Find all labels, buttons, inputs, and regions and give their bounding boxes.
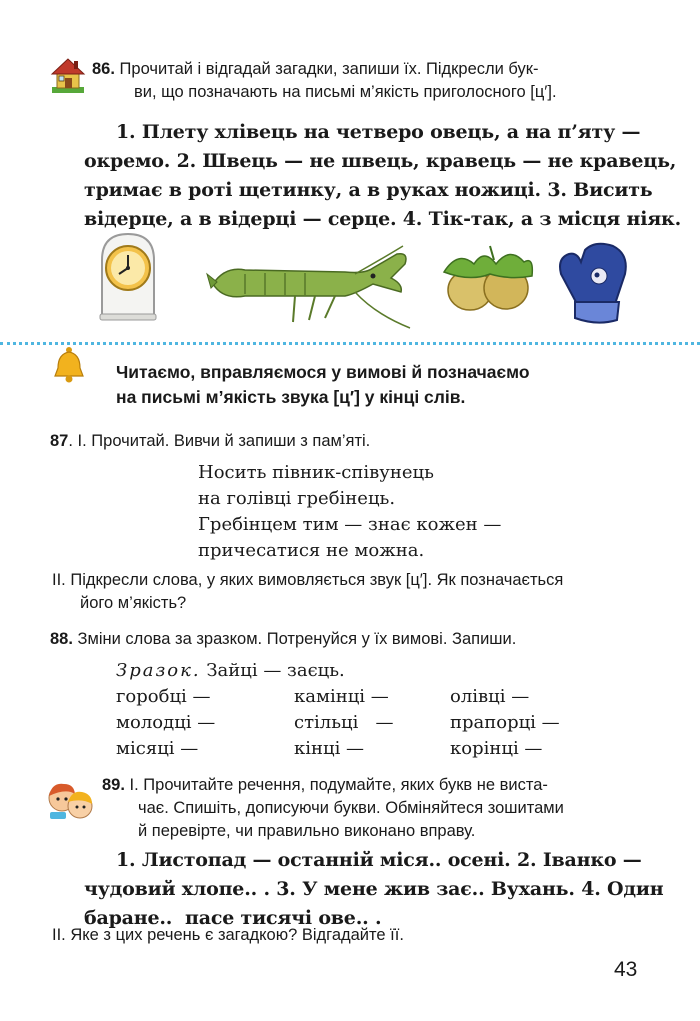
exercise-87-task — [50, 430, 650, 453]
example-line — [116, 658, 676, 684]
sentence-line: баране.. пасе тисячі ове.. . — [84, 907, 382, 929]
rule-line2: на письмі м’якість звука [ц′] у кінці слів. — [116, 387, 466, 407]
word-cell: олівці — — [450, 686, 530, 707]
word-cell: кінці — — [294, 738, 365, 759]
poem-line: Гребінцем тим — знає кожен — — [198, 514, 502, 535]
rule-statement — [116, 360, 676, 410]
exercise-89-task-line2: чає. Спишіть, дописуючи букви. Обміняйтеся зошитами — [138, 799, 564, 817]
poem-line: на голівці гребінець. — [198, 488, 396, 509]
word-cell: молодці — — [116, 712, 216, 733]
example-text: Зайці — заєць. — [206, 660, 345, 681]
word-cell: горобці — — [116, 686, 211, 707]
word-row — [116, 736, 676, 762]
mitten-icon — [555, 240, 637, 326]
exercise-87-task2-line2: його м’якість? — [80, 594, 187, 612]
exercise-88-task — [50, 628, 670, 651]
word-row — [116, 710, 676, 736]
sentence-line: 1. Листопад — останній міся.. осені. 2. Іванко — — [116, 849, 642, 871]
house-icon — [50, 56, 86, 94]
exercise-87-poem — [198, 460, 618, 564]
exercise-89-task-line1: І. Прочитайте речення, подумайте, яких букв не виста- — [129, 776, 548, 794]
children-icon — [46, 778, 96, 820]
exercise-87-task2-line1: ІІ. Підкресли слова, у яких вимовляється звук [ц′]. Як позначається — [52, 571, 564, 589]
exercise-88-number: 88. — [50, 630, 73, 648]
word-cell: камінці — — [294, 686, 389, 707]
crayfish-icon — [205, 244, 415, 332]
exercise-87-task2 — [52, 569, 672, 615]
word-cell: місяці — — [116, 738, 199, 759]
exercise-89-task2-text: ІІ. Яке з цих речень є загадкою? Відгадайте її. — [52, 926, 404, 944]
word-cell: стільці — — [294, 712, 394, 733]
hazelnut-icon — [440, 242, 536, 314]
exercise-89-sentences — [84, 846, 684, 933]
exercise-88-task-text: Зміни слова за зразком. Потренуйся у їх вимові. Запиши. — [77, 630, 517, 648]
exercise-89-task — [102, 774, 662, 843]
rule-line1: Читаємо, вправляємося у вимові й позначаємо — [116, 362, 530, 382]
word-cell: прапорці — — [450, 712, 560, 733]
sentence-line: чудовий хлопе.. . 3. У мене жив зає.. Вухань. 4. Один — [84, 878, 664, 900]
exercise-87-task-text: . І. Прочитай. Вивчи й запиши з пам’яті. — [68, 432, 371, 450]
exercise-86-task-line2: ви, що позначають на письмі м’якість приголосного [ц′]. — [134, 83, 557, 101]
alarm-clock-icon — [96, 230, 160, 322]
exercise-87-number: 87 — [50, 432, 69, 450]
riddle-line: тримає в роті щетинку, а в руках ножиці. 3. Висить — [84, 179, 653, 201]
section-divider — [0, 342, 700, 345]
bell-icon — [52, 346, 86, 384]
exercise-86-riddles — [84, 118, 684, 234]
poem-line: Носить півник-співунець — [198, 462, 434, 483]
page-number: 43 — [614, 958, 638, 981]
word-row — [116, 684, 676, 710]
exercise-88-words — [116, 658, 676, 762]
riddle-line: окремо. 2. Швець — не швець, кравець — не кравець, — [84, 150, 677, 172]
riddle-line: 1. Плету хлівець на четверо овець, а на п’яту — — [116, 121, 641, 143]
word-cell: корінці — — [450, 738, 543, 759]
example-label: Зразок. — [116, 660, 201, 681]
poem-line: причесатися не можна. — [198, 540, 425, 561]
exercise-86-number: 86. — [92, 60, 115, 78]
exercise-86-task-line1: Прочитай і відгадай загадки, запиши їх. Підкресли бук- — [119, 60, 539, 78]
exercise-89-task2 — [52, 924, 672, 947]
riddle-line: відерце, а в відерці — серце. 4. Тік-так, а з місця ніяк. — [84, 208, 681, 230]
exercise-89-number: 89. — [102, 776, 125, 794]
exercise-89-task-line3: й перевірте, чи правильно виконано вправу. — [138, 822, 476, 840]
exercise-86-task — [92, 58, 652, 104]
